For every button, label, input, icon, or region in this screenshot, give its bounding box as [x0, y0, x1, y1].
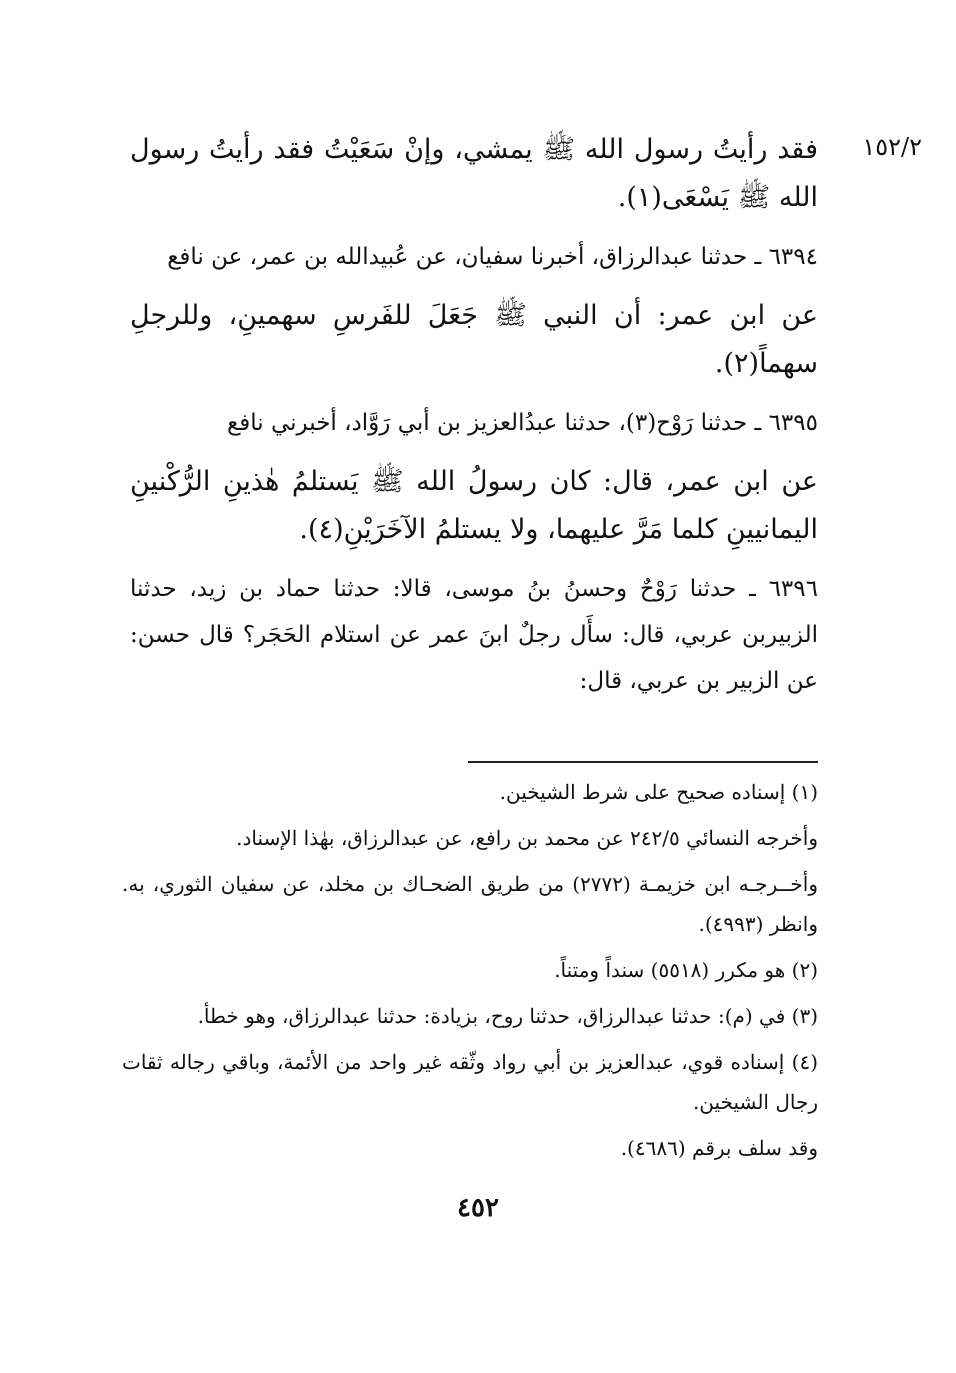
hadith-6394-matn: عن ابن عمر: أن النبي ﷺ جَعَلَ للفَرسِ سهمينِ، وللرجلِ سهماً(٢). [130, 300, 818, 379]
hadith-6396-isnad: ٦٣٩٦ ـ حدثنا رَوْحٌ وحسنُ بنُ موسى، قالا: حدثنا حماد بن زيد، حدثنا الزبيربن عربي، قال: سأَل رجلٌ ابنَ عمر عن استلام الحَجَر؟ قال حسن: عن الزبير بن عربي، قال: [130, 576, 818, 694]
footnotes [122, 772, 818, 1174]
hadith-text-line-1: فقد رأيتُ رسول الله ﷺ يمشي، وإنْ سَعَيْتُ فقد رأيتُ رسول الله [130, 134, 818, 213]
footnote-2: (٢) هو مكرر (٥٥١٨) سنداً ومتناً. [554, 958, 818, 982]
main-text [130, 126, 818, 716]
footnote-3: (٣) في (م): حدثنا عبدالرزاق، حدثنا روح، بزيادة: حدثنا عبدالرزاق، وهو خطأ. [197, 1004, 818, 1028]
hadith-text-line-2: ﷺ يَسْعَى(١). [617, 182, 771, 213]
footnote-divider [468, 761, 818, 763]
hadith-text-continued [130, 126, 818, 222]
footnote-1-line-2: وأخرجه النسائي ٢٤٢/٥ عن محمد بن رافع، عن عبدالرزاق، بهٰذا الإسناد. [236, 826, 818, 850]
page-number: ٤٥٢ [457, 1193, 499, 1223]
margin-volume-page-ref: ١٥٢/٢ [862, 133, 922, 161]
footnote-1-line-3: وأخــرجـه ابن خزيمـة (٢٧٧٢) من طريق الضحـاك بن مخلد، عن سفيان الثوري، به. وانظر (٤٩٩٣). [122, 872, 818, 936]
hadith-6395-matn: عن ابن عمر، قال: كان رسولُ الله ﷺ يَستلمُ هٰذينِ الرُّكْنينِ اليمانيينِ كلما مَرَّ عليهما، ولا يستلمُ الآخَرَيْنِ(٤). [130, 466, 818, 545]
hadith-6394-isnad: ٦٣٩٤ ـ حدثنا عبدالرزاق، أخبرنا سفيان، عن عُبيدالله بن عمر، عن نافع [167, 244, 818, 270]
hadith-6395-isnad: ٦٣٩٥ ـ حدثنا رَوْح(٣)، حدثنا عبدُالعزيز بن أبي رَوَّاد، أخبرني نافع [227, 410, 818, 436]
footnote-1: (١) إسناده صحيح على شرط الشيخين. [499, 780, 818, 804]
footnote-4: (٤) إسناده قوي، عبدالعزيز بن أبي رواد وثّقه غير واحد من الأئمة، وباقي رجاله ثقات رجال الشيخين. [122, 1050, 818, 1114]
footnote-4-line-2: وقد سلف برقم (٤٦٨٦). [620, 1136, 818, 1160]
